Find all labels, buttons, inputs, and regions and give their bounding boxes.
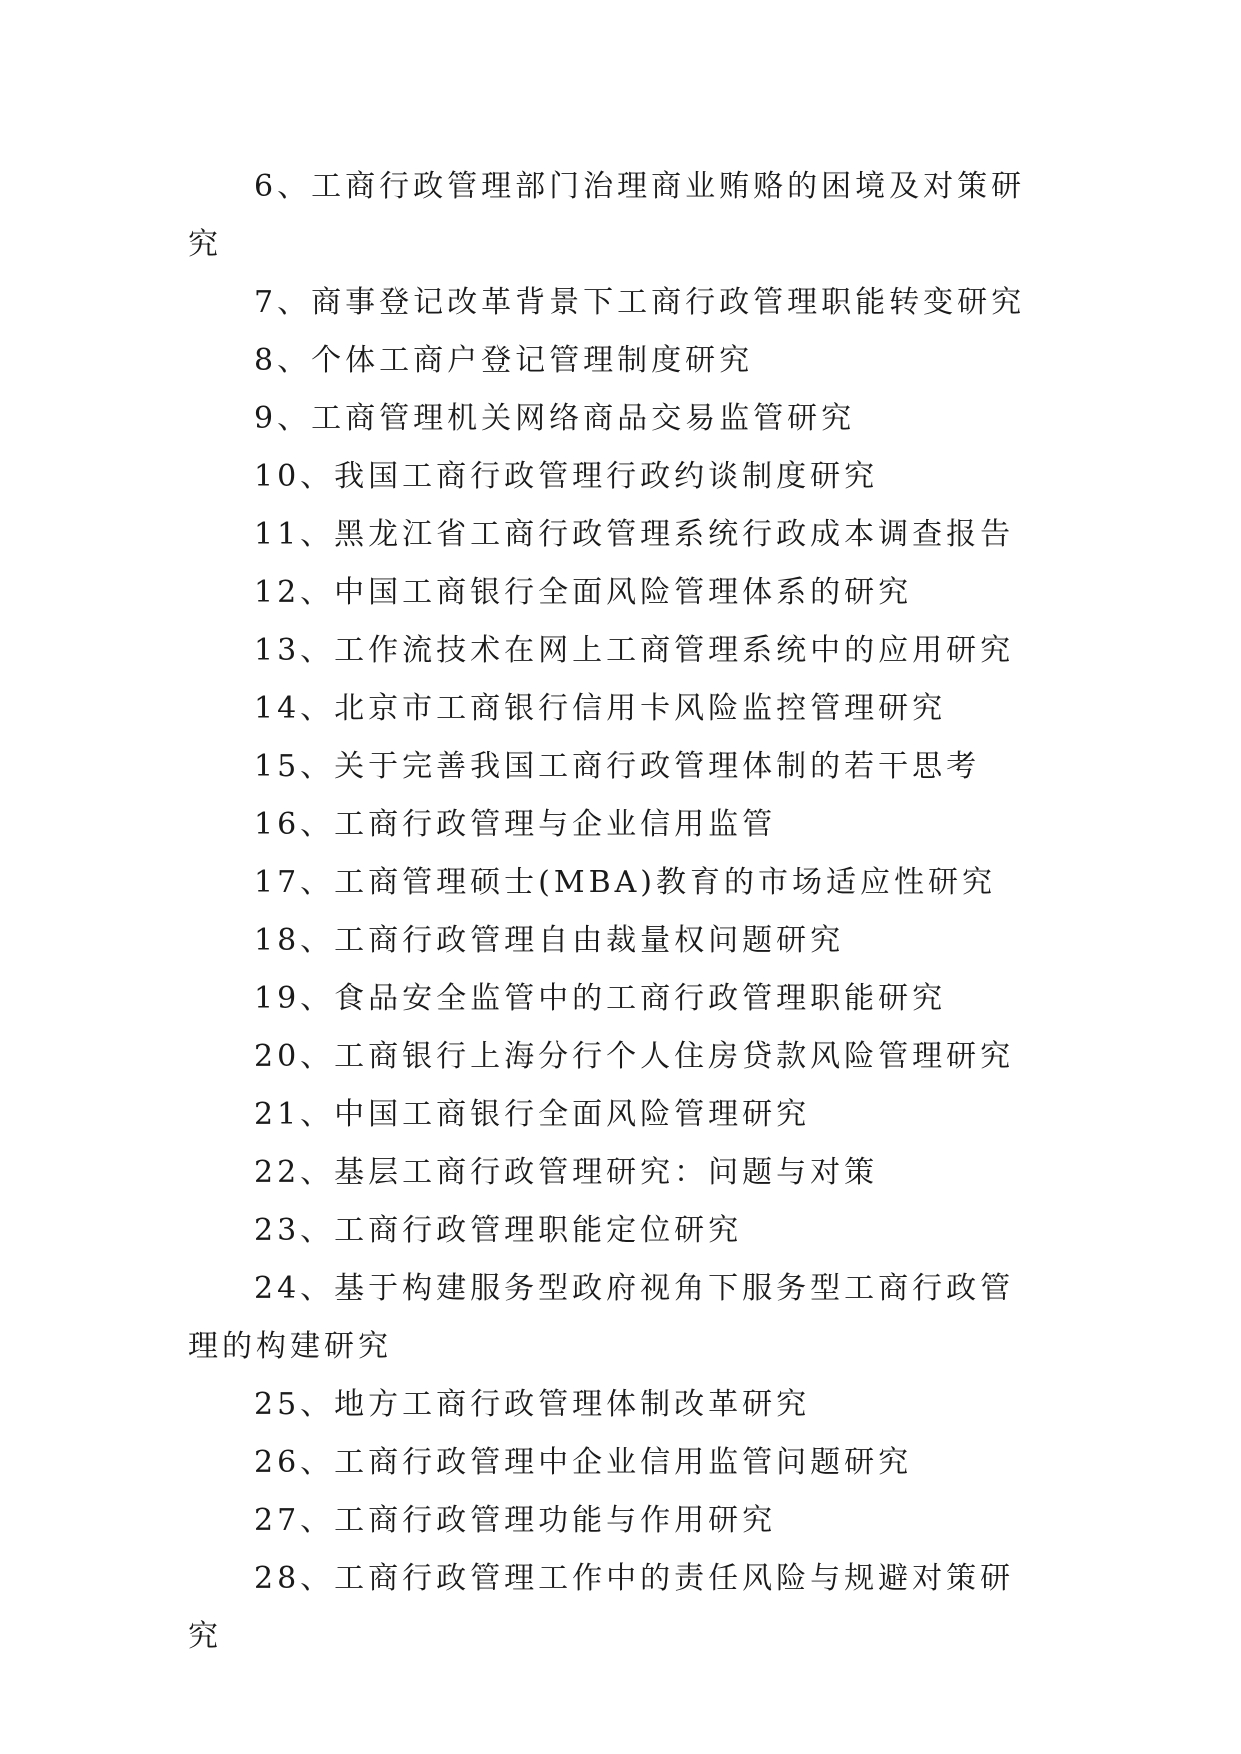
list-item: 10、我国工商行政管理行政约谈制度研究 (254, 459, 879, 494)
list-item: 6、工商行政管理部门治理商业贿赂的困境及对策研究 (188, 169, 1026, 262)
list-item: 23、工商行政管理职能定位研究 (254, 1213, 743, 1248)
list-item: 27、工商行政管理功能与作用研究 (254, 1503, 777, 1538)
list-item: 17、工商管理硕士(MBA)教育的市场适应性研究 (254, 865, 997, 900)
list-item: 7、商事登记改革背景下工商行政管理职能转变研究 (254, 285, 1026, 320)
list-item: 16、工商行政管理与企业信用监管 (254, 807, 777, 842)
list-item: 19、食品安全监管中的工商行政管理职能研究 (254, 981, 947, 1016)
list-item: 21、中国工商银行全面风险管理研究 (254, 1097, 811, 1132)
list-item: 22、基层工商行政管理研究：问题与对策 (254, 1155, 879, 1190)
list-item: 11、黑龙江省工商行政管理系统行政成本调查报告 (254, 517, 1015, 552)
list-item: 18、工商行政管理自由裁量权问题研究 (254, 923, 845, 958)
list-item: 24、基于构建服务型政府视角下服务型工商行政管理的构建研究 (188, 1271, 1015, 1364)
list-item: 13、工作流技术在网上工商管理系统中的应用研究 (254, 633, 1015, 668)
list-item: 28、工商行政管理工作中的责任风险与规避对策研究 (188, 1561, 1015, 1654)
list-item: 9、工商管理机关网络商品交易监管研究 (254, 401, 856, 436)
list-item: 25、地方工商行政管理体制改革研究 (254, 1387, 811, 1422)
list-item: 20、工商银行上海分行个人住房贷款风险管理研究 (254, 1039, 1015, 1074)
list-item: 14、北京市工商银行信用卡风险监控管理研究 (254, 691, 947, 726)
list-item: 15、关于完善我国工商行政管理体制的若干思考 (254, 749, 981, 784)
list-item: 12、中国工商银行全面风险管理体系的研究 (254, 575, 913, 610)
list-item: 8、个体工商户登记管理制度研究 (254, 343, 754, 378)
list-item: 26、工商行政管理中企业信用监管问题研究 (254, 1445, 913, 1480)
topic-list (188, 158, 1048, 1666)
